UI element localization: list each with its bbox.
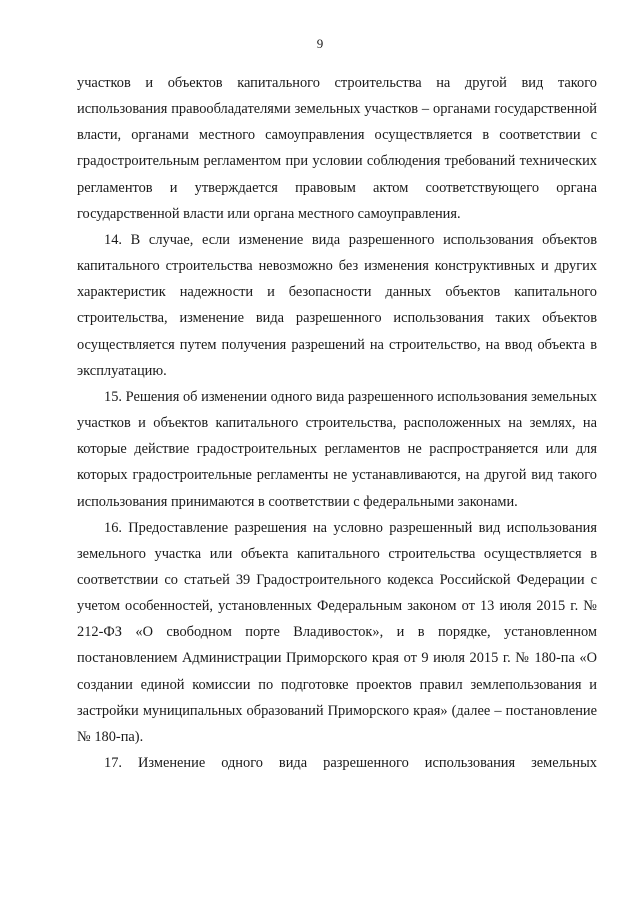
paragraph-item-14: 14. В случае, если изменение вида разрешенного использования объектов капитального строительства невозможно без изменения конструктивных и других характеристик надежности и безопасности данных объектов капитального строительства, изменение вида разрешенного использования таких объектов осуществляется путем получения разрешений на строительство, на ввод объекта в эксплуатацию. [77,231,597,379]
paragraph-item-15: 15. Решения об изменении одного вида разрешенного использования земельных участков и объектов капитального строительства, расположенных на землях, на которые действие градостроительных регламентов не распространяется или для которых градостроительные регламенты не устанавливаются, на другой вид такого использования принимаются в соответствии с федеральными законами. [77,388,597,510]
paragraph-continuation: участков и объектов капитального строительства на другой вид такого использования правообладателями земельных участков – органами государственной власти, органами местного самоуправления осуществляется в соответствии с градостроительным регламентом при условии соблюдения требований технических регламентов и утверждается правовым актом соответствующего органа государственной власти или органа местного самоуправления. [77,75,597,222]
paragraph-item-17: 17. Изменение одного вида разрешенного использования земельных [104,755,597,772]
body-text [77,70,597,776]
paragraph-item-16: 16. Предоставление разрешения на условно разрешенный вид использования земельного участка или объекта капитального строительства осуществляется в соответствии со статьей 39 Градостроительного кодекса Российской Федерации с учетом особенностей, установленных Федеральным законом от 13 июля 2015 г. № 212-ФЗ «О свободном порте Владивосток», и в порядке, установленном постановлением Администрации Приморского края от 9 июля 2015 г. № 180-па «О создании единой комиссии по подготовке проектов правил землепользования и застройки муниципальных образований Приморского края» (далее – постановление № 180-па). [77,519,597,745]
page-number: 9 [316,36,324,51]
